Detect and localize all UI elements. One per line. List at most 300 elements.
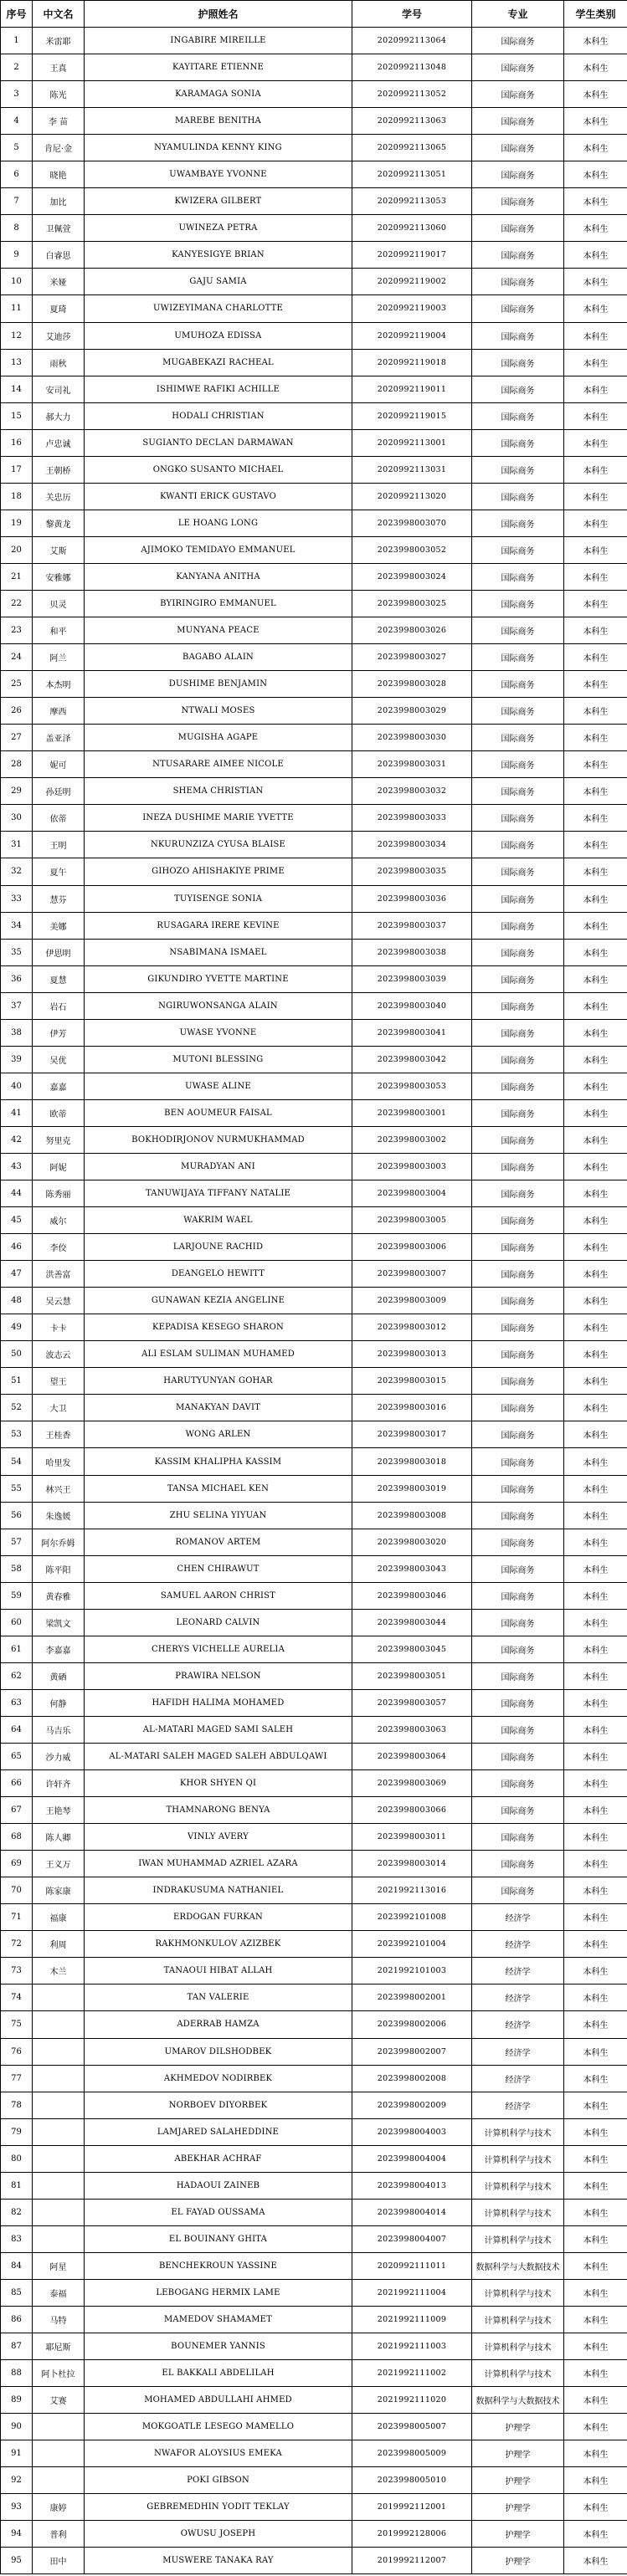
cell-passport-name: NTUSARARE AIMEE NICOLE [85,751,352,778]
cell-chinese-name: 王真 [33,54,85,81]
cell-passport-name: RAKHMONKULOV AZIZBEK [85,1931,352,1958]
cell-index: 19 [1,510,33,536]
cell-student-id: 2023998003069 [352,1770,472,1797]
cell-index: 41 [1,1099,33,1126]
cell-chinese-name: 伊芳 [33,1019,85,1046]
cell-index: 86 [1,2306,33,2333]
cell-index: 80 [1,2145,33,2172]
cell-student-category: 本科生 [564,215,627,242]
cell-student-category: 本科生 [564,832,627,858]
cell-student-id: 2023992101008 [352,1904,472,1931]
cell-chinese-name: 孙廷明 [33,778,85,805]
table-row [1,2065,627,2092]
cell-student-category: 本科生 [564,2360,627,2387]
cell-student-category: 本科生 [564,885,627,912]
cell-chinese-name: 黄硒 [33,1662,85,1689]
cell-student-id: 2023998004014 [352,2199,472,2225]
cell-major: 国际商务 [472,28,564,54]
cell-student-category: 本科生 [564,1931,627,1958]
table-row [1,2387,627,2414]
cell-passport-name: MUGISHA AGAPE [85,725,352,751]
cell-student-category: 本科生 [564,1636,627,1662]
cell-passport-name: GIHOZO AHISHAKIYE PRIME [85,858,352,885]
cell-student-category: 本科生 [564,1555,627,1582]
cell-student-category: 本科生 [564,1824,627,1851]
table-row [1,536,627,563]
cell-student-category: 本科生 [564,2011,627,2038]
cell-student-category: 本科生 [564,644,627,671]
table-row [1,1904,627,1931]
cell-major: 国际商务 [472,483,564,510]
cell-passport-name: BOKHODIRJONOV NURMUKHAMMAD [85,1126,352,1153]
cell-passport-name: UWINEZA PETRA [85,215,352,242]
cell-index: 83 [1,2225,33,2252]
cell-major: 国际商务 [472,1851,564,1877]
cell-passport-name: ISHIMWE RAFIKI ACHILLE [85,376,352,402]
cell-index: 37 [1,992,33,1019]
cell-index: 38 [1,1019,33,1046]
cell-student-category: 本科生 [564,590,627,617]
cell-major: 计算机科学与技术 [472,2172,564,2199]
cell-chinese-name: 李嘉嘉 [33,1636,85,1662]
cell-index: 24 [1,644,33,671]
cell-passport-name: IWAN MUHAMMAD AZRIEL AZARA [85,1851,352,1877]
table-row [1,644,627,671]
table-row [1,1609,627,1636]
cell-student-id: 2023998003064 [352,1744,472,1770]
cell-student-category: 本科生 [564,2279,627,2306]
cell-passport-name: SUGIANTO DECLAN DARMAWAN [85,429,352,456]
cell-student-id: 2023998003044 [352,1609,472,1636]
cell-student-id: 2020992113065 [352,135,472,161]
cell-major: 国际商务 [472,135,564,161]
table-row [1,1046,627,1073]
cell-passport-name: INDRAKUSUMA NATHANIEL [85,1877,352,1904]
header-index: 序号 [1,1,33,28]
cell-chinese-name: 梁凯文 [33,1609,85,1636]
cell-student-category: 本科生 [564,939,627,965]
cell-chinese-name: 王朝桥 [33,456,85,483]
table-row [1,805,627,832]
table-row [1,2279,627,2306]
cell-major: 国际商务 [472,322,564,349]
cell-student-id: 2023998003016 [352,1395,472,1421]
cell-chinese-name: 陈家康 [33,1877,85,1904]
cell-chinese-name: 沙力威 [33,1744,85,1770]
cell-index: 10 [1,269,33,295]
table-row [1,161,627,188]
cell-student-id: 2023998003015 [352,1368,472,1395]
cell-index: 89 [1,2387,33,2414]
cell-student-id: 2021992101003 [352,1958,472,1984]
cell-major: 国际商务 [472,1234,564,1261]
cell-chinese-name [33,2414,85,2440]
cell-index: 17 [1,456,33,483]
cell-index: 23 [1,617,33,644]
cell-student-category: 本科生 [564,1099,627,1126]
table-row [1,1851,627,1877]
cell-passport-name: NWAFOR ALOYSIUS EMEKA [85,2440,352,2467]
cell-student-category: 本科生 [564,1341,627,1368]
cell-student-id: 2021992111020 [352,2387,472,2414]
cell-index: 7 [1,188,33,215]
cell-passport-name: KEPADISA KESEGO SHARON [85,1314,352,1341]
cell-student-id: 2023998003030 [352,725,472,751]
cell-student-id: 2023998003028 [352,671,472,698]
cell-student-id: 2020992113060 [352,215,472,242]
cell-chinese-name: 王明 [33,832,85,858]
cell-index: 53 [1,1421,33,1448]
cell-passport-name: KWANTI ERICK GUSTAVO [85,483,352,510]
cell-student-id: 2023998005009 [352,2440,472,2467]
cell-index: 69 [1,1851,33,1877]
cell-major: 国际商务 [472,242,564,269]
cell-student-id: 2023998004007 [352,2225,472,2252]
cell-student-id: 2021992111004 [352,2279,472,2306]
cell-student-category: 本科生 [564,2065,627,2092]
cell-passport-name: ROMANOV ARTEM [85,1529,352,1555]
cell-passport-name: BAGABO ALAIN [85,644,352,671]
cell-chinese-name: 哈里发 [33,1448,85,1475]
table-row [1,725,627,751]
cell-chinese-name: 阿尔乔姆 [33,1529,85,1555]
cell-passport-name: WAKRIM WAEL [85,1207,352,1234]
cell-major: 国际商务 [472,1582,564,1609]
cell-passport-name: EL FAYAD OUSSAMA [85,2199,352,2225]
table-row [1,269,627,295]
cell-chinese-name: 肯尼·金 [33,135,85,161]
cell-passport-name: LARJOUNE RACHID [85,1234,352,1261]
cell-major: 国际商务 [472,269,564,295]
cell-index: 95 [1,2548,33,2574]
table-row [1,402,627,429]
cell-index: 40 [1,1073,33,1099]
cell-passport-name: TANAOUI HIBAT ALLAH [85,1958,352,1984]
cell-index: 74 [1,1984,33,2011]
table-row [1,483,627,510]
cell-student-id: 2023998003040 [352,992,472,1019]
cell-index: 6 [1,161,33,188]
cell-passport-name: RUSAGARA IRERE KEVINE [85,912,352,939]
cell-index: 55 [1,1475,33,1502]
table-row [1,456,627,483]
cell-passport-name: NGIRUWONSANGA ALAIN [85,992,352,1019]
cell-index: 81 [1,2172,33,2199]
cell-student-category: 本科生 [564,1046,627,1073]
cell-major: 国际商务 [472,1716,564,1743]
cell-chinese-name: 安雅娜 [33,563,85,590]
cell-index: 57 [1,1529,33,1555]
cell-student-category: 本科生 [564,2118,627,2145]
cell-index: 34 [1,912,33,939]
cell-chinese-name: 李佼 [33,1234,85,1261]
cell-index: 51 [1,1368,33,1395]
table-row [1,1931,627,1958]
cell-passport-name: MAMEDOV SHAMAMET [85,2306,352,2333]
cell-student-category: 本科生 [564,295,627,322]
table-row [1,1770,627,1797]
cell-passport-name: LEONARD CALVIN [85,1609,352,1636]
cell-chinese-name [33,2118,85,2145]
cell-chinese-name: 卫佩萱 [33,215,85,242]
cell-index: 67 [1,1797,33,1824]
table-row [1,1099,627,1126]
cell-student-category: 本科生 [564,2333,627,2360]
cell-student-category: 本科生 [564,1662,627,1689]
table-row [1,1207,627,1234]
cell-major: 国际商务 [472,1529,564,1555]
cell-index: 21 [1,563,33,590]
cell-student-category: 本科生 [564,135,627,161]
table-row [1,28,627,54]
cell-index: 45 [1,1207,33,1234]
table-row [1,1261,627,1288]
cell-index: 85 [1,2279,33,2306]
cell-student-id: 2023998003009 [352,1288,472,1314]
cell-major: 经济学 [472,2038,564,2065]
table-row [1,2521,627,2548]
cell-chinese-name: 王桂香 [33,1421,85,1448]
cell-chinese-name: 田中 [33,2548,85,2574]
cell-major: 数据科学与大数据技术 [472,2387,564,2414]
cell-major: 国际商务 [472,349,564,376]
cell-major: 计算机科学与技术 [472,2118,564,2145]
cell-passport-name: THAMNARONG BENYA [85,1797,352,1824]
cell-student-category: 本科生 [564,2467,627,2494]
cell-major: 经济学 [472,1958,564,1984]
cell-chinese-name: 利周 [33,1931,85,1958]
cell-student-category: 本科生 [564,1904,627,1931]
cell-index: 54 [1,1448,33,1475]
cell-chinese-name [33,2199,85,2225]
cell-major: 国际商务 [472,1636,564,1662]
cell-passport-name: LE HOANG LONG [85,510,352,536]
cell-index: 75 [1,2011,33,2038]
cell-index: 88 [1,2360,33,2387]
table-row [1,2145,627,2172]
cell-chinese-name: 木兰 [33,1958,85,1984]
cell-student-category: 本科生 [564,2548,627,2574]
cell-index: 47 [1,1261,33,1288]
cell-index: 32 [1,858,33,885]
cell-passport-name: AJIMOKO TEMIDAYO EMMANUEL [85,536,352,563]
cell-major: 国际商务 [472,1421,564,1448]
table-row [1,1716,627,1743]
cell-major: 国际商务 [472,536,564,563]
cell-student-category: 本科生 [564,1153,627,1180]
cell-student-id: 2021992113016 [352,1877,472,1904]
cell-student-category: 本科生 [564,1984,627,2011]
cell-student-category: 本科生 [564,510,627,536]
cell-major: 数据科学与大数据技术 [472,2252,564,2279]
cell-student-category: 本科生 [564,617,627,644]
cell-passport-name: MAREBE BENITHA [85,108,352,135]
cell-student-category: 本科生 [564,1448,627,1475]
table-row [1,590,627,617]
cell-student-id: 2020992113031 [352,456,472,483]
cell-major: 国际商务 [472,563,564,590]
cell-chinese-name: 贝灵 [33,590,85,617]
cell-passport-name: AL-MATARI MAGED SAMI SALEH [85,1716,352,1743]
cell-index: 82 [1,2199,33,2225]
cell-index: 13 [1,349,33,376]
table-row [1,1689,627,1716]
cell-student-id: 2020992113064 [352,28,472,54]
cell-chinese-name: 威尔 [33,1207,85,1234]
cell-index: 71 [1,1904,33,1931]
cell-index: 64 [1,1716,33,1743]
cell-major: 护理学 [472,2414,564,2440]
table-row [1,965,627,992]
cell-student-id: 2023998003046 [352,1582,472,1609]
cell-student-id: 2023998003006 [352,1234,472,1261]
cell-chinese-name: 阿卜杜拉 [33,2360,85,2387]
cell-passport-name: EL BAKKALI ABDELILAH [85,2360,352,2387]
cell-index: 44 [1,1180,33,1207]
cell-student-category: 本科生 [564,1689,627,1716]
table-row [1,2225,627,2252]
cell-major: 国际商务 [472,590,564,617]
header-row [1,1,627,28]
cell-index: 33 [1,885,33,912]
cell-chinese-name: 艾斯 [33,536,85,563]
cell-major: 计算机科学与技术 [472,2279,564,2306]
cell-student-category: 本科生 [564,1019,627,1046]
cell-chinese-name: 波志云 [33,1341,85,1368]
cell-student-category: 本科生 [564,108,627,135]
table-row [1,1234,627,1261]
cell-student-category: 本科生 [564,671,627,698]
cell-student-id: 2020992119003 [352,295,472,322]
cell-index: 1 [1,28,33,54]
cell-index: 43 [1,1153,33,1180]
cell-student-category: 本科生 [564,161,627,188]
cell-chinese-name [33,2172,85,2199]
cell-chinese-name: 白睿思 [33,242,85,269]
cell-chinese-name: 本杰明 [33,671,85,698]
cell-major: 护理学 [472,2440,564,2467]
cell-passport-name: OWUSU JOSEPH [85,2521,352,2548]
cell-student-category: 本科生 [564,322,627,349]
cell-chinese-name: 黎黄龙 [33,510,85,536]
cell-index: 11 [1,295,33,322]
cell-major: 经济学 [472,2065,564,2092]
cell-index: 9 [1,242,33,269]
cell-passport-name: KHOR SHYEN QI [85,1770,352,1797]
table-row [1,563,627,590]
cell-major: 国际商务 [472,456,564,483]
cell-student-category: 本科生 [564,1126,627,1153]
table-row [1,1126,627,1153]
cell-student-category: 本科生 [564,563,627,590]
cell-passport-name: TUYISENGE SONIA [85,885,352,912]
cell-student-category: 本科生 [564,483,627,510]
header-chinese-name: 中文名 [33,1,85,28]
cell-passport-name: ZHU SELINA YIYUAN [85,1502,352,1529]
cell-index: 91 [1,2440,33,2467]
table-row [1,322,627,349]
cell-major: 国际商务 [472,912,564,939]
cell-student-category: 本科生 [564,2199,627,2225]
cell-passport-name: AKHMEDOV NODIRBEK [85,2065,352,2092]
cell-major: 国际商务 [472,510,564,536]
cell-major: 国际商务 [472,644,564,671]
cell-chinese-name [33,1984,85,2011]
cell-chinese-name: 阿星 [33,2252,85,2279]
cell-student-category: 本科生 [564,269,627,295]
cell-student-id: 2020992119017 [352,242,472,269]
cell-index: 36 [1,965,33,992]
table-row [1,1153,627,1180]
cell-student-category: 本科生 [564,725,627,751]
cell-student-category: 本科生 [564,1475,627,1502]
table-row [1,617,627,644]
cell-chinese-name: 林兴王 [33,1475,85,1502]
cell-chinese-name: 阿兰 [33,644,85,671]
cell-student-category: 本科生 [564,1421,627,1448]
cell-chinese-name: 卡卡 [33,1314,85,1341]
cell-student-category: 本科生 [564,912,627,939]
cell-chinese-name: 嘉嘉 [33,1073,85,1099]
cell-major: 计算机科学与技术 [472,2333,564,2360]
cell-passport-name: TAN VALERIE [85,1984,352,2011]
cell-student-id: 2023998003032 [352,778,472,805]
table-row [1,778,627,805]
cell-passport-name: GIKUNDIRO YVETTE MARTINE [85,965,352,992]
cell-student-category: 本科生 [564,536,627,563]
cell-passport-name: MUTONI BLESSING [85,1046,352,1073]
cell-passport-name: GEBREMEDHIN YODIT TEKLAY [85,2494,352,2521]
cell-major: 经济学 [472,1931,564,1958]
table-row [1,1019,627,1046]
cell-chinese-name [33,2225,85,2252]
table-row [1,1555,627,1582]
table-row [1,295,627,322]
cell-passport-name: INGABIRE MIREILLE [85,28,352,54]
cell-index: 20 [1,536,33,563]
table-row [1,1421,627,1448]
cell-major: 国际商务 [472,1824,564,1851]
cell-student-category: 本科生 [564,1180,627,1207]
cell-passport-name: NYAMULINDA KENNY KING [85,135,352,161]
cell-student-id: 2023998003051 [352,1662,472,1689]
table-row [1,1877,627,1904]
cell-student-id: 2023998003027 [352,644,472,671]
cell-chinese-name: 艾赛 [33,2387,85,2414]
cell-passport-name: BEN AOUMEUR FAISAL [85,1099,352,1126]
cell-major: 国际商务 [472,751,564,778]
cell-student-category: 本科生 [564,54,627,81]
cell-major: 国际商务 [472,1099,564,1126]
cell-major: 国际商务 [472,965,564,992]
table-row [1,376,627,402]
table-row [1,81,627,108]
header-student-id: 学号 [352,1,472,28]
cell-major: 国际商务 [472,108,564,135]
cell-chinese-name [33,2092,85,2118]
cell-student-category: 本科生 [564,1609,627,1636]
cell-major: 国际商务 [472,1180,564,1207]
cell-student-category: 本科生 [564,1851,627,1877]
cell-student-category: 本科生 [564,81,627,108]
table-row [1,912,627,939]
cell-student-id: 2020992119002 [352,269,472,295]
cell-chinese-name: 和平 [33,617,85,644]
cell-chinese-name: 陈秀丽 [33,1180,85,1207]
cell-passport-name: BOUNEMER YANNIS [85,2333,352,2360]
cell-chinese-name: 阿妮 [33,1153,85,1180]
cell-student-category: 本科生 [564,1770,627,1797]
